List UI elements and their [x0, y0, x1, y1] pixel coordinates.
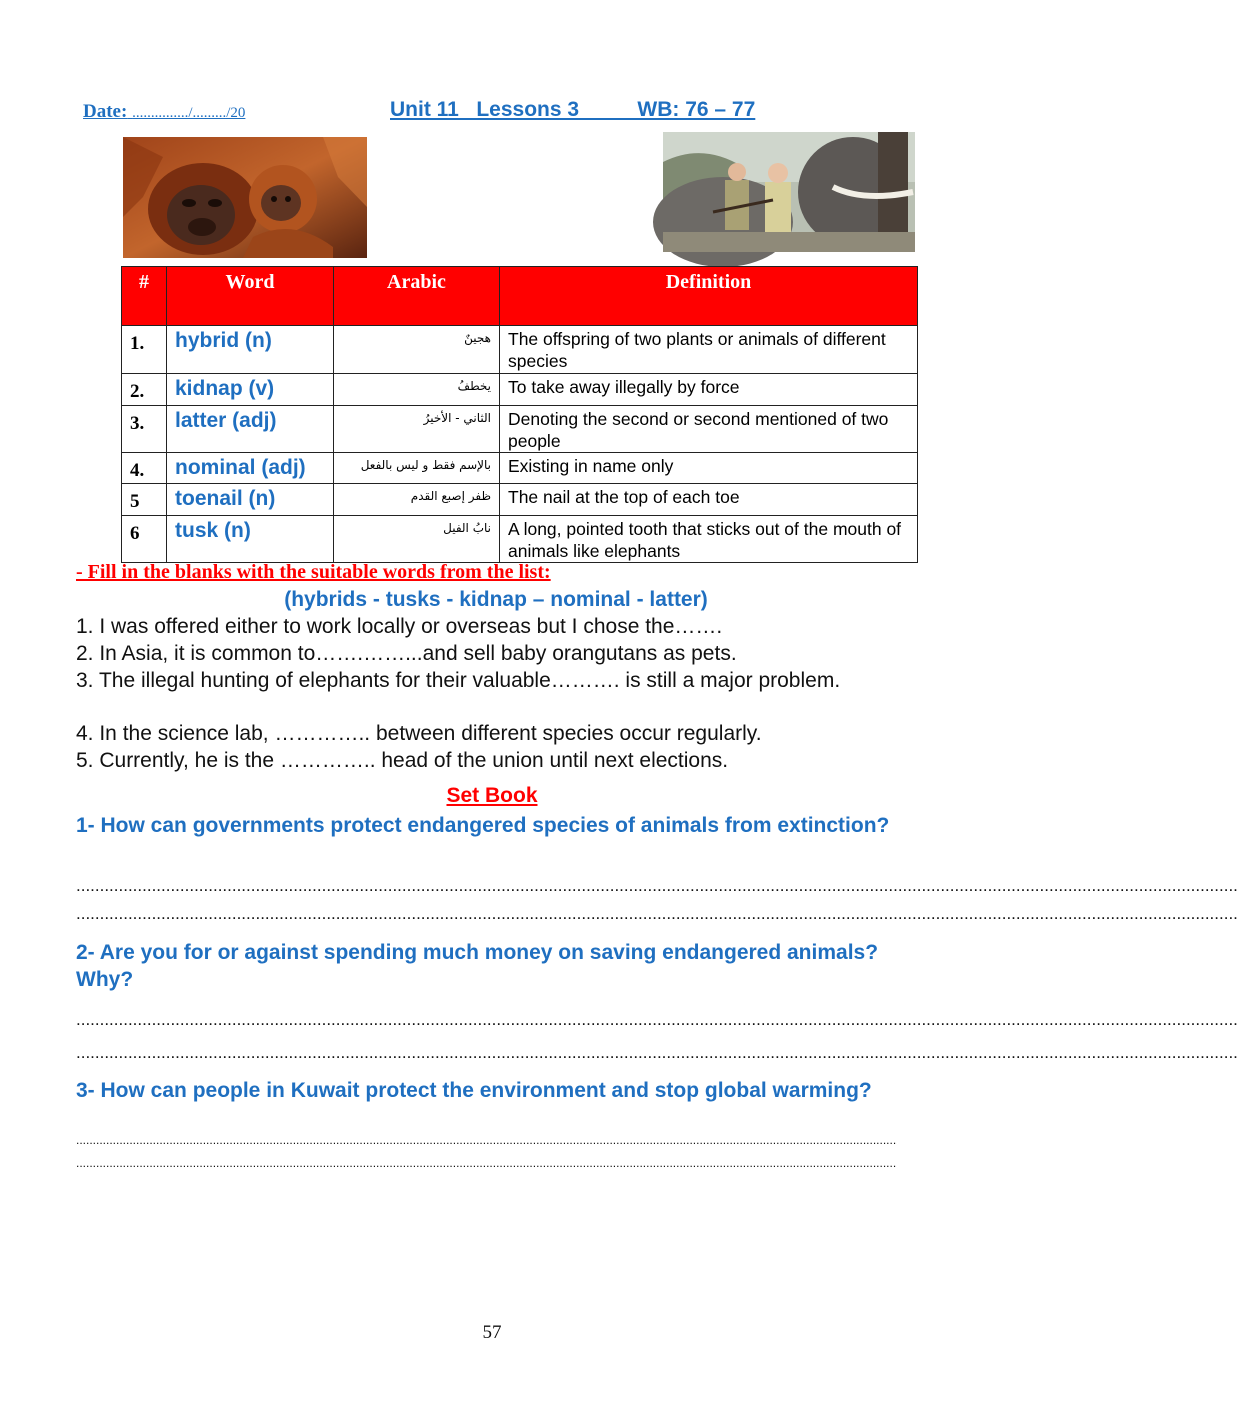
sentence-5: 5. Currently, he is the ………….. head of the union until next elections. [76, 749, 729, 772]
set-book-title: Set Book [446, 784, 538, 807]
row-number: 6 [122, 516, 167, 563]
answer-line[interactable]: ...................................................................................................................................................................................................................................................... [76, 904, 1238, 923]
table-row [122, 406, 918, 453]
fill-blanks-title: - Fill in the blanks with the suitable words from the list: [76, 561, 551, 583]
date-field [83, 101, 245, 123]
vocab-word: nominal (adj) [167, 453, 334, 484]
arabic-translation: نابُ الفيل [334, 516, 500, 563]
definition: A long, pointed tooth that sticks out of the mouth of animals like elephants [500, 516, 918, 563]
sentence-3: 3. The illegal hunting of elephants for their valuable………. is still a major problem. [76, 669, 841, 692]
answer-line[interactable]: ...................................................................................................................................................................................................................................................... [76, 1156, 897, 1170]
row-number: 4. [122, 453, 167, 484]
answer-line[interactable]: ...................................................................................................................................................................................................................................................... [76, 876, 1238, 895]
question-2: 2- Are you for or against spending much money on saving endangered animals? Why? [76, 941, 879, 991]
answer-line[interactable]: ...................................................................................................................................................................................................................................................... [76, 1010, 1238, 1029]
vocab-word: tusk (n) [167, 516, 334, 563]
arabic-translation: بالإسم فقط و ليس بالفعل [334, 453, 500, 484]
table-row [122, 326, 918, 374]
definition: To take away illegally by force [500, 374, 918, 406]
vocab-word: toenail (n) [167, 484, 334, 516]
definition: Denoting the second or second mentioned of two people [500, 406, 918, 453]
vocabulary-table [121, 266, 918, 563]
arabic-translation: يخطفُ [334, 374, 500, 406]
date-blank[interactable]: .............../........./20 [132, 105, 246, 121]
table-row [122, 453, 918, 484]
question-3: 3- How can people in Kuwait protect the environment and stop global warming? [76, 1079, 872, 1102]
header-definition: Definition [500, 267, 918, 326]
row-number: 1. [122, 326, 167, 374]
answer-line[interactable]: ...................................................................................................................................................................................................................................................... [76, 1043, 1238, 1062]
header-number: # [122, 267, 167, 326]
vocab-word: latter (adj) [167, 406, 334, 453]
unit-title: Unit 11 Lessons 3 WB: 76 – 77 [390, 98, 756, 121]
definition: The offspring of two plants or animals of different species [500, 326, 918, 374]
row-number: 3. [122, 406, 167, 453]
definition: The nail at the top of each toe [500, 484, 918, 516]
orangutan-photo [123, 137, 367, 258]
sentence-2: 2. In Asia, it is common to…….……...and sell baby orangutans as pets. [76, 642, 737, 665]
arabic-translation: الثاني - الأخيرُ [334, 406, 500, 453]
table-row [122, 516, 918, 563]
date-label: Date: [83, 101, 128, 122]
table-row [122, 484, 918, 516]
arabic-translation: هجينٌ [334, 326, 500, 374]
definition: Existing in name only [500, 453, 918, 484]
vocab-word: hybrid (n) [167, 326, 334, 374]
sentence-1: 1. I was offered either to work locally or overseas but I chose the……. [76, 615, 723, 638]
row-number: 2. [122, 374, 167, 406]
table-row [122, 374, 918, 406]
sentence-4: 4. In the science lab, ………….. between different species occur regularly. [76, 722, 762, 745]
question-1: 1- How can governments protect endangered species of animals from extinction? [76, 814, 890, 837]
table-header-row [122, 267, 918, 326]
answer-line[interactable]: ...................................................................................................................................................................................................................................................... [76, 1133, 897, 1147]
word-list: (hybrids - tusks - kidnap – nominal - latter) [284, 588, 708, 611]
arabic-translation: ظفر إصبع القدم [334, 484, 500, 516]
header-arabic: Arabic [334, 267, 500, 326]
row-number: 5 [122, 484, 167, 516]
vocab-word: kidnap (v) [167, 374, 334, 406]
header-word: Word [167, 267, 334, 326]
elephant-hunters-photo [663, 132, 915, 252]
page-number: 57 [482, 1322, 502, 1343]
